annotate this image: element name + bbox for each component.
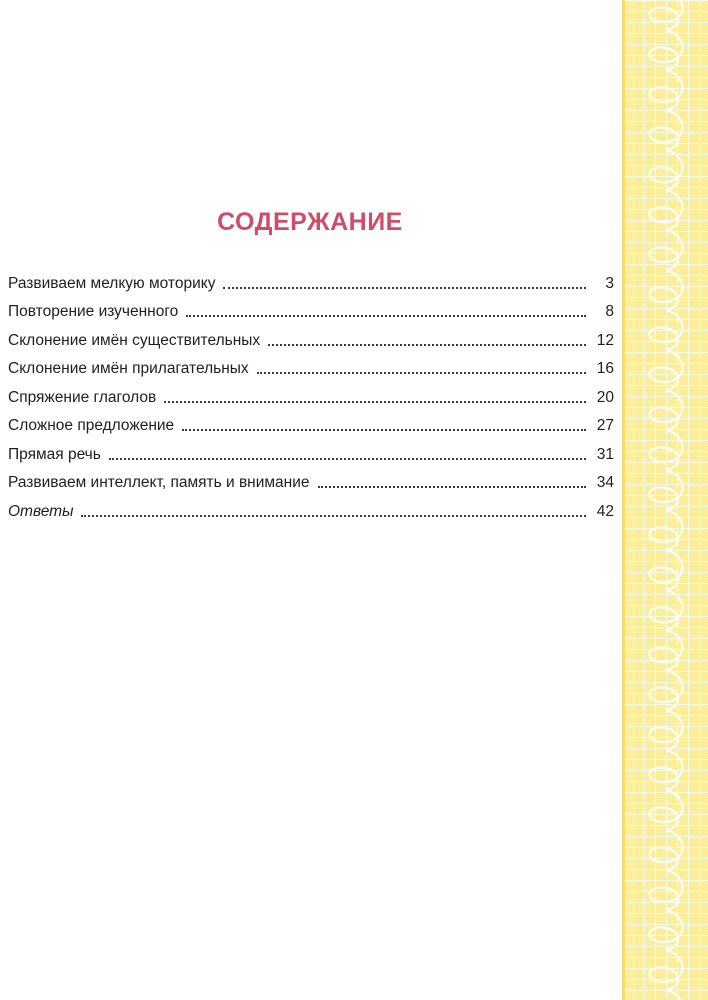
toc-entry-page: 3 <box>605 274 614 292</box>
handwriting-loop-line <box>650 0 683 1000</box>
toc-entry-page: 8 <box>605 303 614 320</box>
decorative-side-strip <box>622 0 708 1000</box>
toc-entry-label: Прямая речь <box>8 445 101 463</box>
toc-entry-label: Повторение изученного <box>8 303 179 320</box>
toc-entry-label: Ответы <box>8 502 74 520</box>
toc-leader-dots <box>81 515 586 517</box>
toc-leader-dots <box>318 486 586 488</box>
toc-leader-dots <box>186 315 586 317</box>
toc-entry[interactable] <box>8 464 614 493</box>
strip-edge-divider <box>622 0 625 1000</box>
toc-entry-label: Развиваем мелкую моторику <box>8 274 216 292</box>
toc-entry[interactable] <box>8 435 614 464</box>
toc-entry-page: 42 <box>596 502 614 520</box>
toc-leader-dots <box>182 429 586 431</box>
toc-entry-page: 16 <box>596 360 614 377</box>
toc-entry-label: Сложное предложение <box>8 417 175 434</box>
toc-leader-dots <box>257 372 586 374</box>
toc-entry[interactable] <box>8 264 614 293</box>
toc-entry-label: Склонение имён прилагательных <box>8 360 249 377</box>
toc-entry-page: 31 <box>596 445 614 463</box>
page-title: СОДЕРЖАНИЕ <box>217 208 403 236</box>
toc-entry-page: 34 <box>596 474 614 491</box>
toc-entry-label: Развиваем интеллект, память и внимание <box>8 474 310 491</box>
handwriting-loops-pattern <box>622 0 708 1000</box>
table-of-contents <box>8 264 614 521</box>
toc-entry-page: 20 <box>596 388 614 406</box>
toc-entry-label: Спряжение глаголов <box>8 388 157 406</box>
toc-entry[interactable] <box>8 378 614 407</box>
toc-leader-dots <box>109 458 586 460</box>
toc-entry[interactable] <box>8 293 614 322</box>
toc-entry-page: 27 <box>596 417 614 434</box>
toc-entry[interactable] <box>8 350 614 379</box>
toc-entry[interactable] <box>8 321 614 350</box>
toc-entry[interactable] <box>8 407 614 436</box>
toc-leader-dots <box>223 287 586 289</box>
toc-leader-dots <box>268 344 586 346</box>
toc-entry[interactable] <box>8 492 614 521</box>
toc-entry-page: 12 <box>596 331 614 349</box>
toc-leader-dots <box>164 401 586 403</box>
toc-entry-label: Склонение имён существительных <box>8 331 261 349</box>
